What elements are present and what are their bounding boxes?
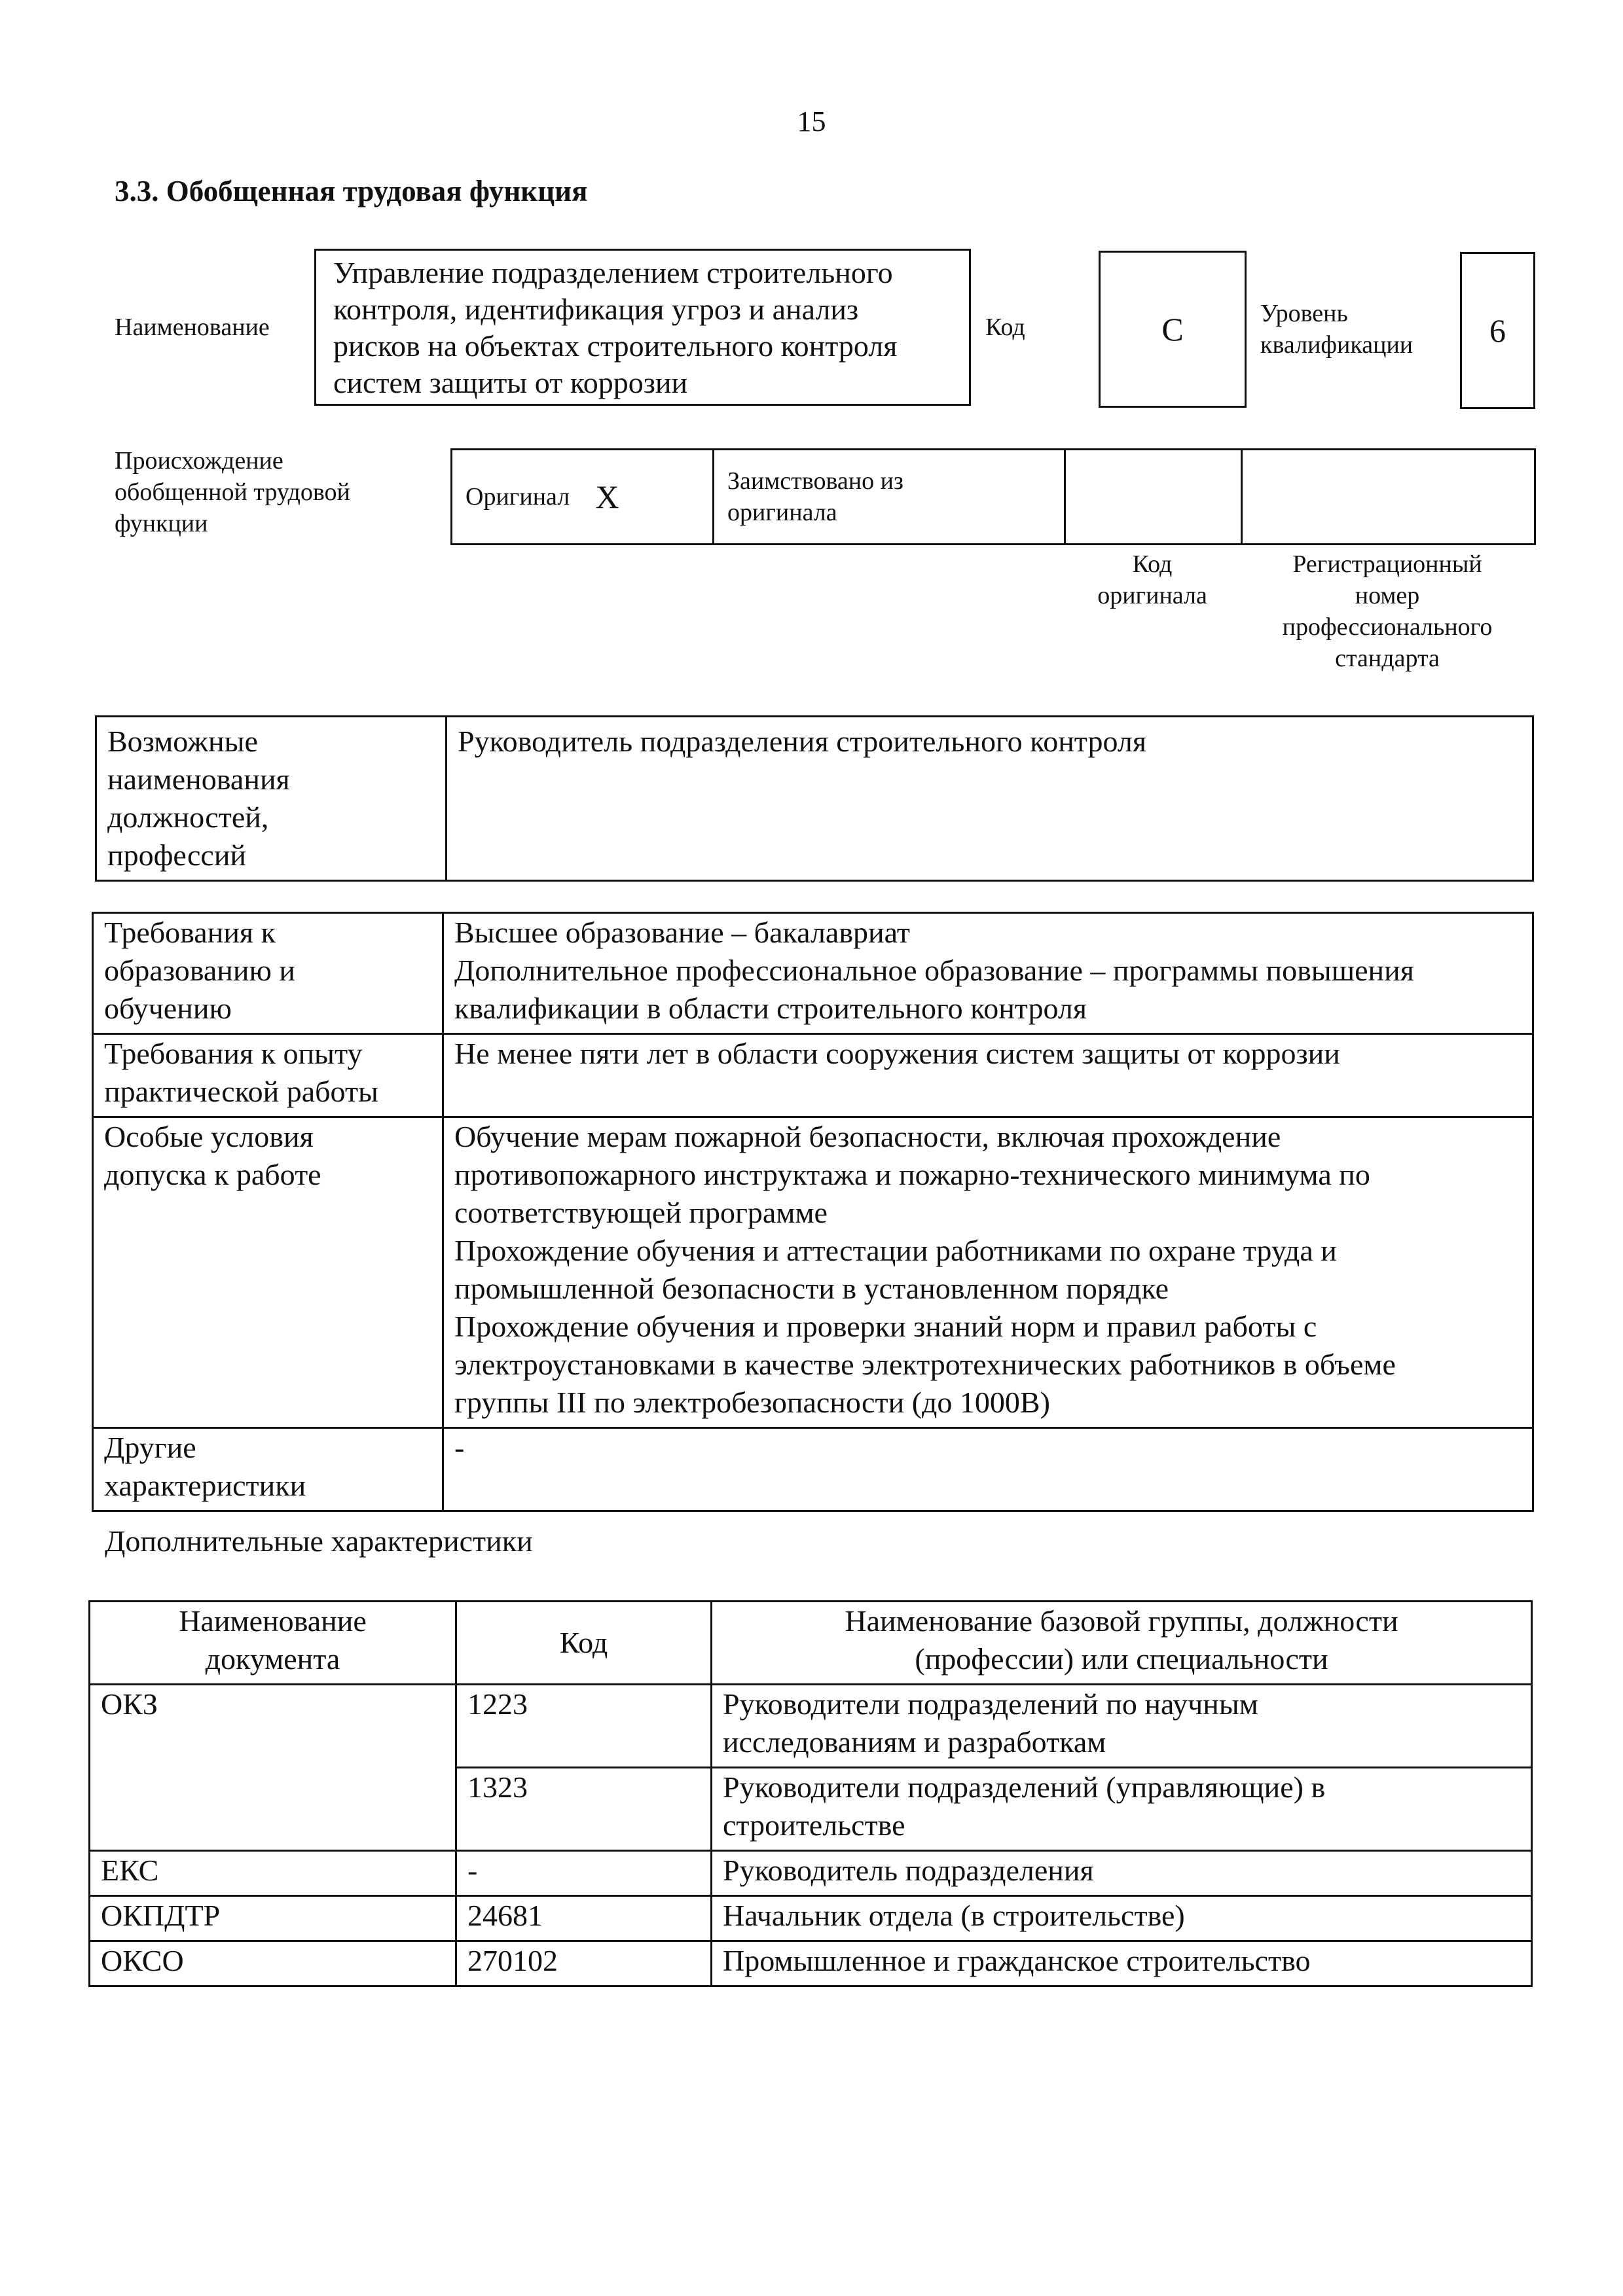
requirement-value bbox=[443, 1428, 1533, 1511]
code-caption-line: оригинала bbox=[1097, 582, 1207, 609]
header-group bbox=[712, 1602, 1532, 1685]
level-value-box bbox=[1460, 252, 1535, 409]
requirement-value-line: группы III по электробезопасности (до 1000В) bbox=[454, 1386, 1050, 1419]
function-name-line: Управление подразделением строительного bbox=[333, 256, 893, 289]
header-document-line: Наименование bbox=[179, 1604, 367, 1638]
requirement-value-line: Дополнительное профессиональное образование – программы повышения bbox=[454, 954, 1414, 987]
code-caption bbox=[1064, 548, 1241, 611]
borrowed-label-line: Заимствовано из bbox=[727, 467, 903, 495]
code-cell: 1223 bbox=[456, 1685, 712, 1768]
positions-label bbox=[96, 717, 447, 881]
requirement-value-line: промышленной безопасности в установленном порядке bbox=[454, 1272, 1169, 1305]
level-label bbox=[1260, 298, 1413, 361]
origin-label-line: Происхождение bbox=[115, 447, 283, 475]
code-caption-line: Код bbox=[1132, 550, 1173, 578]
section-title: 3.3. Обобщенная трудовая функция bbox=[115, 175, 588, 207]
function-name-line: контроля, идентификация угроз и анализ bbox=[333, 293, 859, 326]
table-row bbox=[90, 1896, 1532, 1941]
requirement-value-line: Не менее пяти лет в области сооружения систем защиты от коррозии bbox=[454, 1037, 1340, 1070]
requirement-label bbox=[93, 913, 443, 1034]
table-row bbox=[90, 1685, 1532, 1768]
header-group-line: (профессии) или специальности bbox=[915, 1642, 1328, 1676]
positions-label-line: должностей, bbox=[107, 800, 269, 834]
function-name-box bbox=[314, 249, 971, 406]
origin-table bbox=[450, 448, 1536, 545]
code-cell: 1323 bbox=[456, 1768, 712, 1851]
code-value: C bbox=[1161, 311, 1184, 348]
requirement-label bbox=[93, 1428, 443, 1511]
header-code: Код bbox=[456, 1602, 712, 1685]
additional-table bbox=[88, 1600, 1533, 1987]
requirement-value bbox=[443, 1034, 1533, 1117]
positions-label-line: профессий bbox=[107, 838, 247, 872]
requirement-label-line: Требования к bbox=[104, 916, 276, 949]
origin-label-line: функции bbox=[115, 510, 208, 537]
group-line: Руководители подразделений (управляющие) в bbox=[723, 1770, 1326, 1804]
requirement-label-line: характеристики bbox=[104, 1469, 306, 1502]
requirement-label-line: допуска к работе bbox=[104, 1158, 321, 1191]
name-label: Наименование bbox=[115, 314, 270, 341]
function-name-line: систем защиты от коррозии bbox=[333, 366, 688, 399]
requirement-value-line: соответствующей программе bbox=[454, 1196, 828, 1229]
origin-label bbox=[115, 445, 350, 539]
level-label-line: Уровень bbox=[1260, 300, 1348, 327]
positions-label-line: наименования bbox=[107, 762, 290, 796]
original-mark: X bbox=[583, 450, 714, 545]
requirements-table bbox=[92, 912, 1534, 1512]
level-value: 6 bbox=[1489, 312, 1506, 349]
positions-value: Руководитель подразделения строительного контроля bbox=[447, 717, 1533, 881]
requirement-value-line: Обучение мерам пожарной безопасности, включая прохождение bbox=[454, 1120, 1281, 1153]
requirement-label-line: Требования к опыту bbox=[104, 1037, 363, 1070]
document-cell: ЕКС bbox=[90, 1851, 456, 1896]
table-row bbox=[90, 1941, 1532, 1986]
registration-caption bbox=[1241, 548, 1534, 674]
requirement-value bbox=[443, 913, 1533, 1034]
positions-label-line: Возможные bbox=[107, 725, 258, 758]
origin-label-line: обобщенной трудовой bbox=[115, 478, 350, 506]
code-cell: 270102 bbox=[456, 1941, 712, 1986]
requirement-row bbox=[93, 1428, 1533, 1511]
requirement-row bbox=[93, 913, 1533, 1034]
requirement-row bbox=[93, 1117, 1533, 1428]
positions-table bbox=[95, 715, 1534, 882]
page-number: 15 bbox=[797, 105, 826, 137]
requirement-value-line: Прохождение обучения и аттестации работниками по охране труда и bbox=[454, 1234, 1337, 1267]
registration-caption-line: номер bbox=[1355, 582, 1420, 609]
additional-title: Дополнительные характеристики bbox=[105, 1524, 533, 1558]
additional-header-row bbox=[90, 1602, 1532, 1685]
registration-number-cell bbox=[1242, 450, 1535, 545]
level-label-line: квалификации bbox=[1260, 331, 1413, 359]
registration-caption-line: профессионального bbox=[1282, 613, 1493, 641]
registration-caption-line: Регистрационный bbox=[1292, 550, 1482, 578]
document-cell: ОКПДТР bbox=[90, 1896, 456, 1941]
requirement-label-line: Другие bbox=[104, 1431, 196, 1464]
requirement-value-line: противопожарного инструктажа и пожарно-технического минимума по bbox=[454, 1158, 1370, 1191]
header-document-line: документа bbox=[205, 1642, 340, 1676]
requirement-label bbox=[93, 1034, 443, 1117]
requirement-value-line: квалификации в области строительного контроля bbox=[454, 992, 1087, 1025]
code-label: Код bbox=[985, 314, 1025, 341]
code-cell: - bbox=[456, 1851, 712, 1896]
header-document bbox=[90, 1602, 456, 1685]
requirement-value bbox=[443, 1117, 1533, 1428]
requirement-label-line: обучению bbox=[104, 992, 232, 1025]
group-cell bbox=[712, 1768, 1532, 1851]
requirement-value-line: электроустановками в качестве электротехнических работников в объеме bbox=[454, 1348, 1396, 1381]
original-code-cell bbox=[1065, 450, 1242, 545]
group-cell bbox=[712, 1685, 1532, 1768]
group-line: строительстве bbox=[723, 1808, 905, 1842]
function-name-line: рисков на объектах строительного контроля bbox=[333, 329, 898, 363]
table-row bbox=[90, 1851, 1532, 1896]
requirement-label bbox=[93, 1117, 443, 1428]
registration-caption-line: стандарта bbox=[1335, 645, 1440, 672]
group-line: исследованиям и разработкам bbox=[723, 1725, 1106, 1759]
requirement-label-line: образованию и bbox=[104, 954, 295, 987]
group-line: Руководители подразделений по научным bbox=[723, 1687, 1258, 1721]
borrowed-label-line: оригинала bbox=[727, 499, 837, 526]
code-value-box bbox=[1099, 251, 1247, 408]
code-cell: 24681 bbox=[456, 1896, 712, 1941]
requirement-value-line: Высшее образование – бакалавриат bbox=[454, 916, 910, 949]
group-cell: Руководитель подразделения bbox=[712, 1851, 1532, 1896]
requirement-row bbox=[93, 1034, 1533, 1117]
borrowed-label bbox=[714, 450, 1065, 545]
requirement-value-line: Прохождение обучения и проверки знаний норм и правил работы с bbox=[454, 1310, 1317, 1343]
requirement-label-line: Особые условия bbox=[104, 1120, 314, 1153]
requirement-value-line: - bbox=[454, 1431, 465, 1464]
header-group-line: Наименование базовой группы, должности bbox=[845, 1604, 1398, 1638]
requirement-label-line: практической работы bbox=[104, 1075, 378, 1108]
original-label: Оригинал bbox=[452, 450, 583, 545]
document-cell: ОКСО bbox=[90, 1941, 456, 1986]
group-cell: Начальник отдела (в строительстве) bbox=[712, 1896, 1532, 1941]
group-cell: Промышленное и гражданское строительство bbox=[712, 1941, 1532, 1986]
document-cell: ОКЗ bbox=[90, 1685, 456, 1851]
